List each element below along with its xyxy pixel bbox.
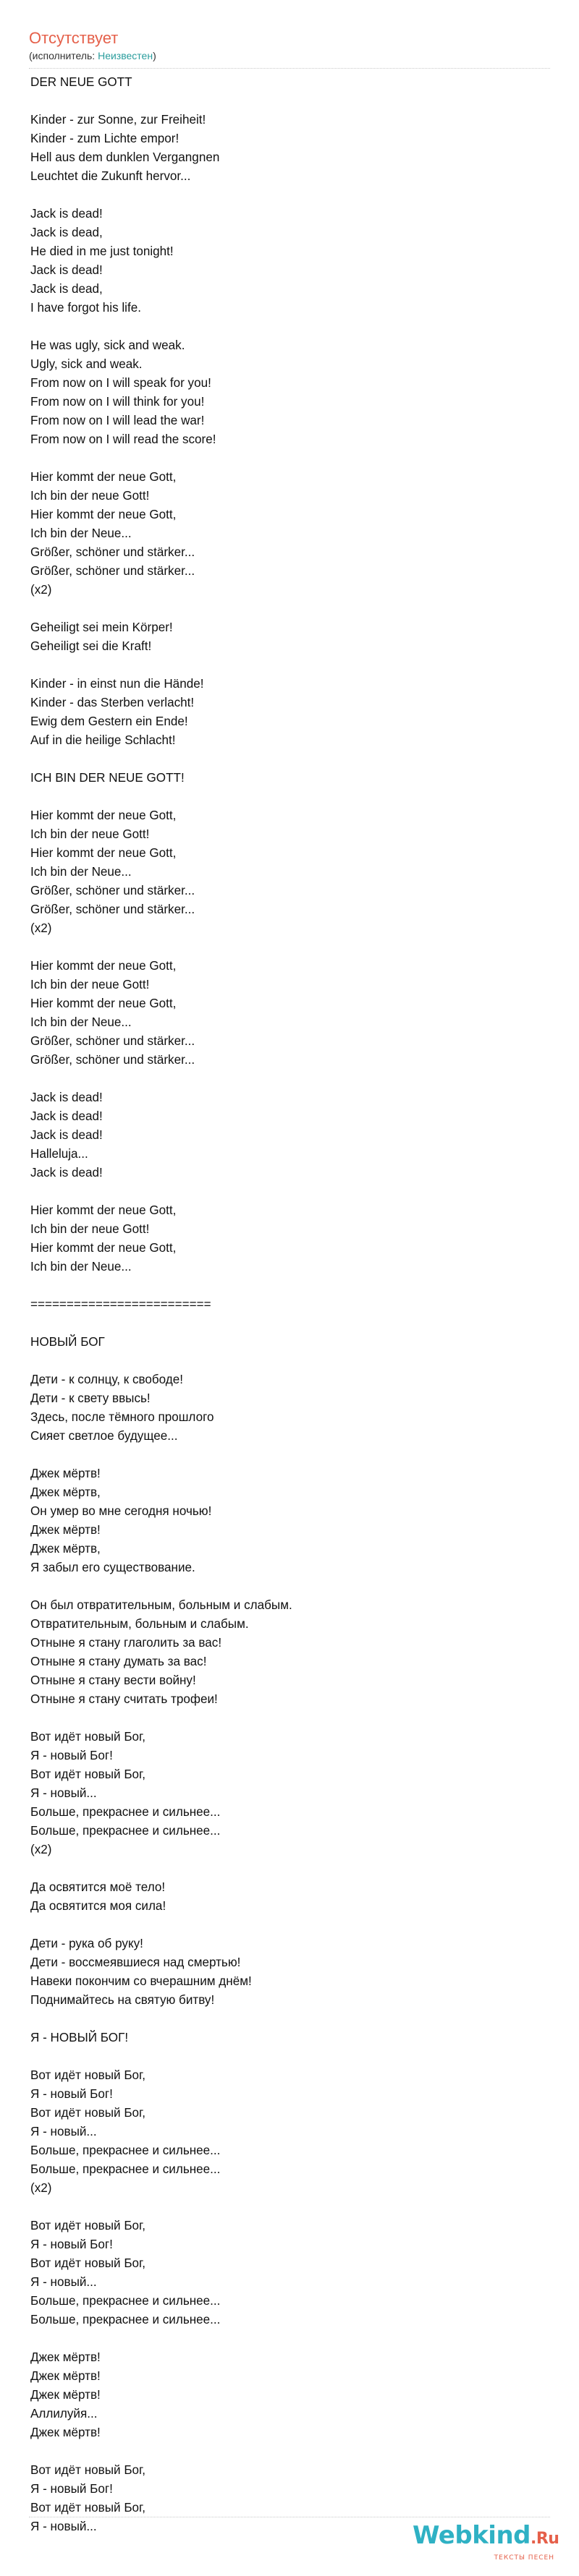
header-divider	[29, 68, 550, 69]
lyric-line: Джек мёртв!	[30, 1467, 101, 1480]
lyric-line	[30, 317, 537, 336]
lyric-line	[30, 1182, 537, 1201]
artist-suffix: )	[153, 50, 156, 61]
lyric-line: Больше, прекраснее и сильнее...	[30, 1805, 221, 1819]
lyric-line: Jack is dead,	[30, 226, 103, 239]
lyric-line: Ich bin der Neue...	[30, 526, 132, 540]
lyric-line: Kinder - zum Lichte empor!	[30, 132, 179, 145]
lyric-line	[30, 186, 537, 205]
lyric-line: (x2)	[30, 921, 52, 935]
lyric-line: Jack is dead!	[30, 207, 103, 221]
lyric-line: НОВЫЙ БОГ	[30, 1335, 105, 1349]
lyric-line	[30, 1577, 537, 1596]
lyric-line: Сияет светлое будущее...	[30, 1429, 178, 1443]
logo-subtitle: ТЕКСТЫ ПЕСЕН	[494, 2554, 554, 2562]
lyric-line: Вот идёт новый Бог,	[30, 2219, 145, 2232]
lyric-line: Аллилуйя...	[30, 2407, 98, 2421]
lyric-line: Hier kommt der neue Gott,	[30, 508, 177, 521]
lyric-line: Leuchtet die Zukunft hervor...	[30, 169, 191, 183]
lyric-line: Вот идёт новый Бог,	[30, 2256, 145, 2270]
site-logo[interactable]	[413, 2521, 557, 2564]
lyric-line: Größer, schöner und stärker...	[30, 1053, 195, 1067]
lyric-line: Я - новый Бог!	[30, 2238, 113, 2251]
lyric-line: Здесь, после тёмного прошлого	[30, 1410, 214, 1424]
lyric-line: Halleluja...	[30, 1147, 88, 1161]
lyric-line: Ich bin der Neue...	[30, 1260, 132, 1274]
logo-main-text: Webkind	[413, 2521, 531, 2550]
lyric-line: Да освятится моя сила!	[30, 1899, 166, 1913]
lyric-line: (x2)	[30, 583, 52, 597]
lyric-line: Я - новый Бог!	[30, 2482, 113, 2496]
lyric-line	[30, 1352, 537, 1370]
lyric-line: Я - новый...	[30, 2275, 97, 2289]
lyric-line: Джек мёртв!	[30, 2369, 101, 2383]
lyric-line: Hier kommt der neue Gott,	[30, 997, 177, 1010]
lyric-line: Hier kommt der neue Gott,	[30, 846, 177, 860]
lyric-line: Jack is dead!	[30, 1091, 103, 1104]
lyric-line: Вот идёт новый Бог,	[30, 2068, 145, 2082]
lyric-line: Больше, прекраснее и сильнее...	[30, 1824, 221, 1838]
lyric-line: Geheiligt sei die Kraft!	[30, 639, 152, 653]
lyric-line	[30, 2329, 537, 2348]
lyric-line: From now on I will lead the war!	[30, 414, 205, 427]
lyric-line: Kinder - das Sterben verlacht!	[30, 696, 195, 709]
lyric-line: Джек мёртв,	[30, 1485, 101, 1499]
lyric-line: Отныне я стану считать трофеи!	[30, 1692, 218, 1706]
lyric-line: Больше, прекраснее и сильнее...	[30, 2144, 221, 2157]
lyric-line: Джек мёртв!	[30, 2426, 101, 2439]
lyric-line: Дети - к солнцу, к свободе!	[30, 1373, 184, 1386]
lyric-line: Джек мёртв!	[30, 2350, 101, 2364]
lyric-line: Навеки покончим со вчерашним днём!	[30, 1974, 252, 1988]
lyric-line	[30, 2047, 537, 2066]
lyric-line: Дети - воссмеявшиеся над смертью!	[30, 1956, 241, 1969]
lyric-line: Джек мёртв!	[30, 1523, 101, 1537]
lyric-line: Jack is dead!	[30, 1109, 103, 1123]
song-title: Отсутствует	[29, 29, 119, 47]
lyric-line	[30, 2198, 537, 2217]
lyric-line: DER NEUE GOTT	[30, 75, 132, 89]
lyric-line: Hier kommt der neue Gott,	[30, 959, 177, 973]
lyric-line: Я - новый Бог!	[30, 2087, 113, 2101]
lyric-line: Вот идёт новый Бог,	[30, 2106, 145, 2120]
lyric-line: Отныне я стану думать за вас!	[30, 1655, 207, 1668]
lyric-line: Дети - рука об руку!	[30, 1937, 143, 1950]
lyric-line: Größer, schöner und stärker...	[30, 545, 195, 559]
lyric-line	[30, 1916, 537, 1935]
lyric-line	[30, 788, 537, 806]
lyric-line: Ich bin der neue Gott!	[30, 827, 150, 841]
lyric-line: Jack is dead!	[30, 263, 103, 277]
lyric-line	[30, 2010, 537, 2029]
lyric-line	[30, 1446, 537, 1464]
lyric-line: ICH BIN DER NEUE GOTT!	[30, 771, 185, 785]
lyric-line: Джек мёртв,	[30, 1542, 101, 1556]
lyric-line: Я - новый...	[30, 2125, 97, 2138]
lyric-line: Ugly, sick and weak.	[30, 357, 143, 371]
lyric-line: Hier kommt der neue Gott,	[30, 809, 177, 822]
lyric-line: Größer, schöner und stärker...	[30, 884, 195, 897]
lyric-line: Hier kommt der neue Gott,	[30, 470, 177, 484]
lyric-line: He died in me just tonight!	[30, 244, 174, 258]
lyric-line: Jack is dead!	[30, 1128, 103, 1142]
lyric-line: From now on I will read the score!	[30, 432, 216, 446]
lyric-line: Jack is dead!	[30, 1166, 103, 1180]
lyric-line: Я - НОВЫЙ БОГ!	[30, 2031, 129, 2044]
lyric-line: Größer, schöner und stärker...	[30, 564, 195, 578]
lyric-line	[30, 2442, 537, 2461]
lyric-line: =========================	[30, 1297, 211, 1311]
lyric-line	[30, 449, 537, 468]
lyric-line: Вот идёт новый Бог,	[30, 2501, 145, 2515]
artist-line	[29, 49, 550, 62]
lyric-line	[30, 938, 537, 957]
lyric-line: Kinder - in einst nun die Hände!	[30, 677, 204, 691]
lyric-line: Я - новый...	[30, 2520, 97, 2533]
lyric-line	[30, 1276, 537, 1295]
lyric-line: Jack is dead,	[30, 282, 103, 296]
artist-prefix: (исполнитель:	[29, 50, 98, 61]
lyric-line: Вот идёт новый Бог,	[30, 1730, 145, 1744]
lyric-line: Ich bin der Neue...	[30, 865, 132, 879]
page-header	[29, 29, 550, 69]
lyric-line: He was ugly, sick and weak.	[30, 338, 185, 352]
lyric-line: Вот идёт новый Бог,	[30, 2463, 145, 2477]
lyric-line: Ich bin der neue Gott!	[30, 489, 150, 503]
lyric-line: Он был отвратительным, больным и слабым.	[30, 1598, 292, 1612]
lyrics-text	[30, 73, 537, 2536]
lyric-line	[30, 1314, 537, 1333]
lyric-line: Отныне я стану глаголить за вас!	[30, 1636, 222, 1650]
lyric-line: Отвратительным, больным и слабым.	[30, 1617, 249, 1631]
logo-tld-text: .Ru	[531, 2530, 559, 2548]
lyric-line	[30, 92, 537, 111]
lyric-line: Я забыл его существование.	[30, 1561, 195, 1574]
lyric-line	[30, 1070, 537, 1088]
lyric-line: Auf in die heilige Schlacht!	[30, 733, 176, 747]
lyric-line: From now on I will speak for you!	[30, 376, 211, 390]
lyric-line	[30, 1709, 537, 1728]
lyric-line: Kinder - zur Sonne, zur Freiheit!	[30, 113, 206, 127]
lyric-line	[30, 750, 537, 769]
lyric-line	[30, 656, 537, 675]
lyric-line: Я - новый Бог!	[30, 1749, 113, 1762]
lyric-line: (x2)	[30, 2181, 52, 2195]
lyric-line: Größer, schöner und stärker...	[30, 1034, 195, 1048]
lyric-line: Ewig dem Gestern ein Ende!	[30, 715, 188, 728]
lyric-line: From now on I will think for you!	[30, 395, 205, 409]
lyric-line: Hell aus dem dunklen Vergangnen	[30, 150, 220, 164]
lyric-line: Größer, schöner und stärker...	[30, 903, 195, 916]
lyric-line: Больше, прекраснее и сильнее...	[30, 2162, 221, 2176]
lyric-line: Больше, прекраснее и сильнее...	[30, 2313, 221, 2326]
lyric-line: Hier kommt der neue Gott,	[30, 1241, 177, 1255]
lyric-line: Дети - к свету ввысь!	[30, 1391, 151, 1405]
lyric-line: I have forgot his life.	[30, 301, 141, 315]
lyric-line: Hier kommt der neue Gott,	[30, 1203, 177, 1217]
artist-link[interactable]: Неизвестен	[98, 50, 153, 61]
lyric-line: Geheiligt sei mein Körper!	[30, 620, 173, 634]
lyric-line	[30, 1859, 537, 1878]
lyric-line: Ich bin der Neue...	[30, 1015, 132, 1029]
lyric-line: Ich bin der neue Gott!	[30, 978, 150, 991]
lyric-line: Поднимайтесь на святую битву!	[30, 1993, 215, 2007]
lyric-line: (x2)	[30, 1843, 52, 1856]
lyric-line: Больше, прекраснее и сильнее...	[30, 2294, 221, 2308]
lyric-line: Да освятится моё тело!	[30, 1880, 166, 1894]
lyric-line: Я - новый...	[30, 1786, 97, 1800]
lyric-line: Вот идёт новый Бог,	[30, 1767, 145, 1781]
lyric-line: Джек мёртв!	[30, 2388, 101, 2402]
lyric-line: Ich bin der neue Gott!	[30, 1222, 150, 1236]
lyric-line: Отныне я стану вести войну!	[30, 1673, 196, 1687]
lyric-line	[30, 600, 537, 618]
lyric-line: Он умер во мне сегодня ночью!	[30, 1504, 212, 1518]
